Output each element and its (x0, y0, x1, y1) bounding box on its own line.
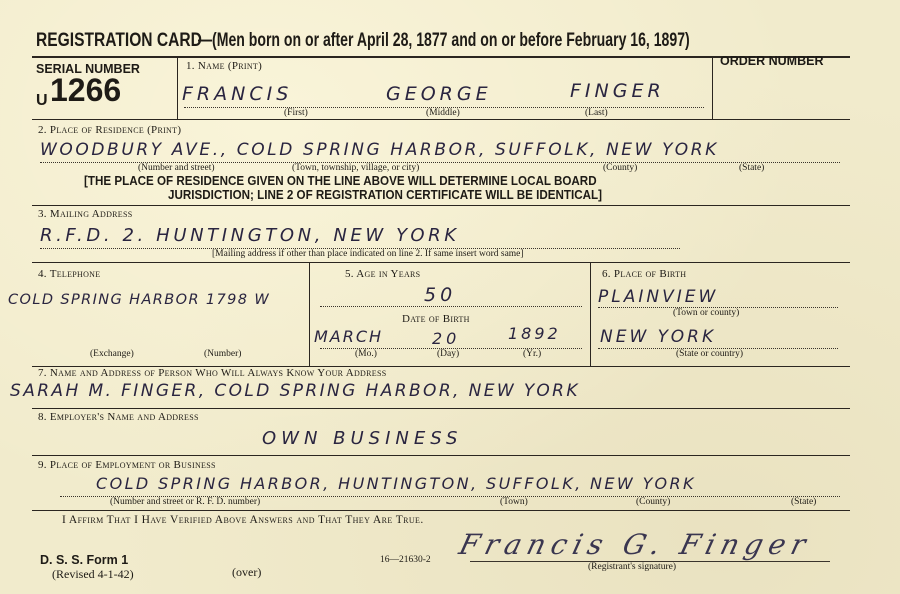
over-note: (over) (232, 565, 262, 579)
age-value: 50 (424, 284, 457, 306)
birth-divider (590, 262, 591, 366)
row1-rule (32, 119, 850, 120)
tel-divider (309, 262, 310, 366)
dob-year-caption: (Yr.) (523, 349, 542, 359)
birthplace-town: PLAINVIEW (598, 287, 719, 307)
residence-label: 2. Place of Residence (Print) (38, 124, 182, 136)
print-code: 16—21630-2 (380, 555, 431, 565)
age-line (320, 306, 582, 307)
last-caption: (Last) (585, 108, 608, 118)
row7-rule (32, 510, 850, 511)
telephone-label: 4. Telephone (38, 268, 101, 280)
birthplace-state-caption: (State or country) (676, 349, 744, 359)
telephone-value: COLD SPRING HARBOR 1798 W (8, 292, 271, 308)
residence-town-caption: (Town, township, village, or city) (292, 163, 420, 173)
middle-name: GEORGE (386, 83, 492, 105)
row2-rule (32, 205, 850, 206)
mailing-value: R.F.D. 2. HUNTINGTON, NEW YORK (40, 225, 460, 246)
employment-state-caption: (State) (791, 497, 817, 507)
name-label: 1. Name (Print) (186, 60, 263, 72)
employer-value: OWN BUSINESS (262, 428, 463, 449)
serial-label: SERIAL NUMBER (36, 62, 140, 76)
card-title: REGISTRATION CARD (36, 30, 202, 51)
birthplace-state: NEW YORK (600, 327, 717, 347)
last-name: FINGER (570, 80, 665, 102)
card-subtitle: —(Men born on or after April 28, 1877 and on or before February 16, 1897) (198, 30, 690, 51)
dob-label: Date of Birth (402, 313, 470, 325)
residence-note-2: JURISDICTION; LINE 2 OF REGISTRATION CERTIFICATE WILL BE IDENTICAL] (168, 188, 603, 202)
row5-rule (32, 408, 850, 409)
dob-year: 1892 (508, 324, 561, 343)
residence-value: WOODBURY AVE., COLD SPRING HARBOR, SUFFOLK, NEW YORK (40, 140, 719, 160)
residence-note-1: [THE PLACE OF RESIDENCE GIVEN ON THE LINE ABOVE WILL DETERMINE LOCAL BOARD (84, 174, 597, 188)
row3-rule (32, 262, 850, 263)
contact-value: SARAH M. FINGER, COLD SPRING HARBOR, NEW YORK (10, 381, 580, 401)
employment-county-caption: (County) (636, 497, 671, 507)
employment-value: COLD SPRING HARBOR, HUNTINGTON, SUFFOLK, NEW YORK (96, 474, 696, 493)
form-number: D. S. S. Form 1 (40, 553, 129, 567)
residence-street-caption: (Number and street) (138, 163, 215, 173)
form-revised: (Revised 4-1-42) (52, 567, 134, 581)
middle-caption: (Middle) (426, 108, 460, 118)
employment-street-caption: (Number and street or R. F. D. number) (110, 497, 261, 507)
dob-month-caption: (Mo.) (355, 349, 377, 359)
dob-day: 20 (432, 329, 461, 348)
signature-script: Francis G. Finger (455, 528, 816, 561)
mailing-label: 3. Mailing Address (38, 208, 133, 220)
contact-label: 7. Name and Address of Person Who Will Always Know Your Address (38, 367, 387, 379)
serial-prefix: U (36, 92, 48, 109)
exchange-caption: (Exchange) (90, 349, 134, 359)
serial-divider (177, 56, 178, 119)
mailing-caption: [Mailing address if other than place indicated on line 2. If same insert word same] (212, 249, 524, 259)
affirmation: I Affirm That I Have Verified Above Answers and That They Are True. (62, 514, 424, 526)
order-divider (712, 56, 713, 119)
birthplace-town-caption: (Town or county) (673, 308, 740, 318)
residence-county-caption: (County) (603, 163, 638, 173)
employment-label: 9. Place of Employment or Business (38, 459, 216, 471)
dob-day-caption: (Day) (437, 349, 460, 359)
employment-town-caption: (Town) (500, 497, 528, 507)
dob-month: MARCH (314, 327, 384, 346)
number-caption: (Number) (204, 349, 242, 359)
first-name: FRANCIS (182, 83, 293, 105)
employer-label: 8. Employer's Name and Address (38, 411, 199, 423)
order-label: ORDER NUMBER (720, 54, 824, 68)
residence-state-caption: (State) (739, 163, 765, 173)
age-label: 5. Age in Years (345, 268, 421, 280)
row6-rule (32, 455, 850, 456)
signature-caption: (Registrant's signature) (588, 562, 676, 572)
first-caption: (First) (284, 108, 308, 118)
birthplace-label: 6. Place of Birth (602, 268, 687, 280)
serial-number: 1266 (50, 72, 122, 108)
